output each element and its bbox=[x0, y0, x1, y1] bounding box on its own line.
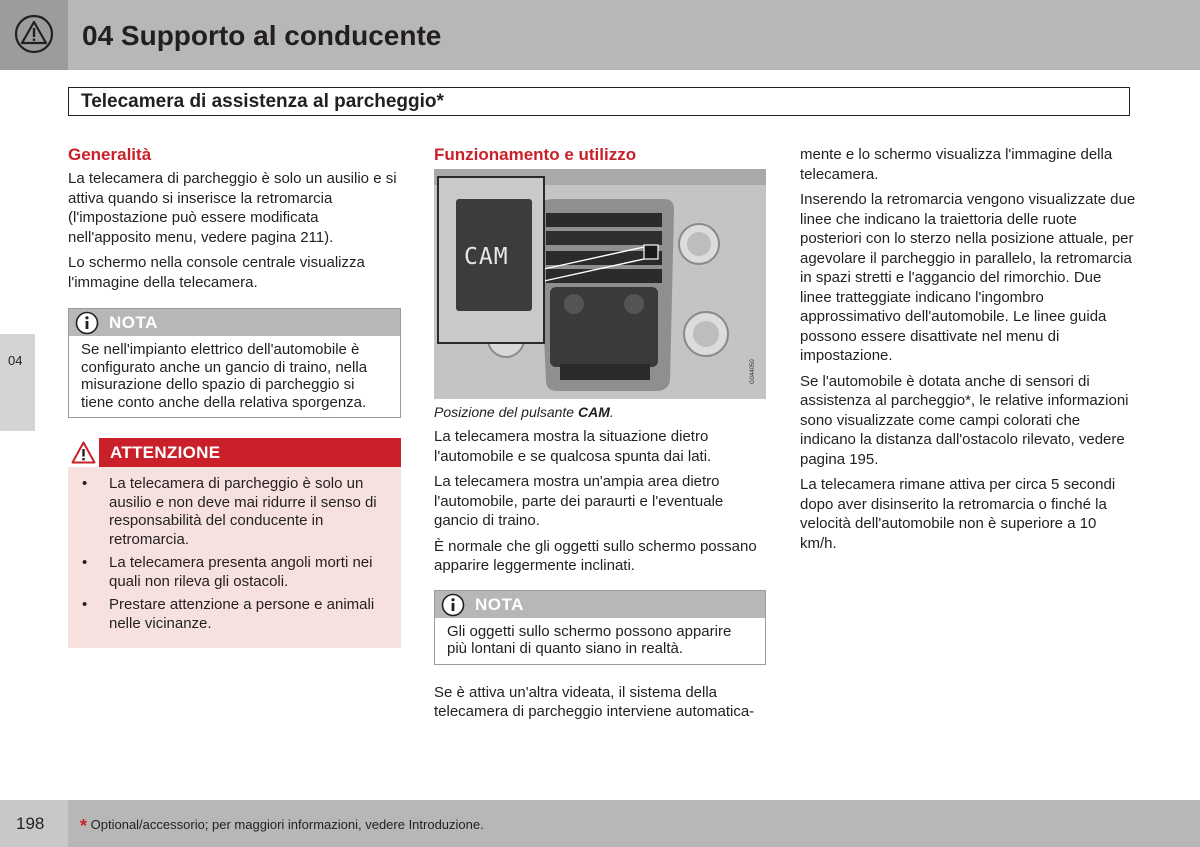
image-ref-code: G044050 bbox=[750, 359, 756, 384]
note-title: NOTA bbox=[475, 594, 524, 614]
bullet: • bbox=[82, 596, 88, 613]
paragraph: Se l'automobile è dotata anche di sensori di assistenza al parcheggio*, le relative informazioni sono visualizzate come campi colorati che indicano la distanza dall'ostacolo rilevato, vedere pagina 195. bbox=[800, 372, 1129, 468]
header-icon-block bbox=[0, 0, 68, 70]
paragraph: La telecamera mostra un'ampia area dietro l'automobile, parte dei paraurti e l'eventuale gancio di traino. bbox=[434, 473, 724, 529]
info-icon bbox=[441, 593, 465, 617]
console-illustration bbox=[434, 169, 766, 399]
cam-label: CAM bbox=[464, 244, 509, 270]
heading-funzionamento: Funzionamento e utilizzo bbox=[434, 145, 637, 164]
caption-prefix: Posizione del pulsante bbox=[434, 404, 578, 420]
bullet: • bbox=[82, 475, 88, 492]
column-1 bbox=[68, 145, 401, 648]
paragraph: La telecamera mostra la situazione dietro l'automobile e se qualcosa spunta dai lati. bbox=[434, 428, 712, 465]
note-title: NOTA bbox=[109, 313, 158, 332]
note-box bbox=[68, 308, 401, 418]
list-item bbox=[82, 475, 391, 549]
footer-band bbox=[68, 800, 1200, 847]
paragraph: La telecamera di parcheggio è solo un ausilio e si attiva quando si inserisce la retromarcia (l'impostazione può essere modificata nell'apposito menu, vedere pagina 211). bbox=[68, 170, 397, 246]
paragraph: Inserendo la retromarcia vengono visualizzate due linee che indicano la traiettoria delle ruote posteriori con lo sterzo nella posizione attuale, per agevolare il parcheggio in parallelo, la retromarcia in spazi stretti e l'aggancio del rimorchio. Due linee tratteggiate indicano l'ingombro approssimativo dell'automobile. Le linee guida possono essere disattivate nel menu di impostazione. bbox=[800, 191, 1136, 364]
warning-icon-cell bbox=[68, 438, 99, 467]
section-title-box bbox=[68, 87, 1130, 116]
side-tab-label: 04 bbox=[8, 353, 23, 368]
chapter-side-tab bbox=[0, 334, 35, 431]
page-number: 198 bbox=[16, 814, 45, 833]
paragraph: mente e lo schermo visualizza l'immagine della telecamera. bbox=[800, 146, 1113, 183]
caption-suffix: . bbox=[609, 404, 614, 420]
warning-circle-icon bbox=[14, 14, 54, 54]
footnote-star: * bbox=[80, 816, 88, 836]
column-2 bbox=[434, 145, 766, 728]
heading-generalita: Generalità bbox=[68, 145, 152, 164]
note-header bbox=[435, 591, 765, 618]
bullet: • bbox=[82, 554, 88, 571]
footnote bbox=[80, 816, 484, 837]
warning-list bbox=[68, 467, 401, 648]
warning-header bbox=[68, 438, 401, 467]
paragraph: Lo schermo nella console centrale visualizza l'immagine della telecamera. bbox=[68, 254, 365, 291]
warning-item-text: Prestare attenzione a persone e animali nelle vicinanze. bbox=[109, 596, 375, 632]
note-text: Gli oggetti sullo schermo possono apparire più lontani di quanto siano in realtà. bbox=[447, 622, 732, 657]
photo-caption bbox=[434, 404, 766, 420]
info-icon bbox=[75, 311, 99, 335]
column-3 bbox=[800, 145, 1136, 559]
footnote-text: Optional/accessorio; per maggiori informazioni, vedere Introduzione. bbox=[90, 817, 484, 832]
console-photo bbox=[434, 169, 766, 399]
note-box bbox=[434, 590, 766, 665]
warning-item-text: La telecamera presenta angoli morti nei quali non rileva gli ostacoli. bbox=[109, 554, 373, 590]
warning-triangle-icon bbox=[71, 441, 96, 464]
note-header bbox=[69, 309, 400, 336]
warning-box bbox=[68, 438, 401, 648]
caption-bold: CAM bbox=[578, 404, 610, 420]
warning-item-text: La telecamera di parcheggio è solo un ausilio e non deve mai ridurre il senso di responsabilità del conducente in retromarcia. bbox=[109, 475, 377, 548]
warning-title: ATTENZIONE bbox=[110, 443, 221, 462]
paragraph: È normale che gli oggetti sullo schermo possano apparire leggermente inclinati. bbox=[434, 537, 757, 574]
paragraph: Se è attiva un'altra videata, il sistema della telecamera di parcheggio interviene automatica- bbox=[434, 683, 755, 720]
note-text: Se nell'impianto elettrico dell'automobile è configurato anche un gancio di traino, nella misurazione dello spazio di parcheggio si tiene conto anche della relativa sporgenza. bbox=[81, 341, 368, 411]
chapter-title: 04 Supporto al conducente bbox=[82, 20, 442, 51]
list-item bbox=[82, 554, 391, 591]
footer-page-block bbox=[0, 800, 68, 847]
section-title: Telecamera di assistenza al parcheggio* bbox=[81, 91, 444, 112]
list-item bbox=[82, 596, 391, 633]
paragraph: La telecamera rimane attiva per circa 5 secondi dopo aver disinserito la retromarcia o finché la velocità dell'automobile non è superiore a 10 km/h. bbox=[800, 476, 1116, 552]
